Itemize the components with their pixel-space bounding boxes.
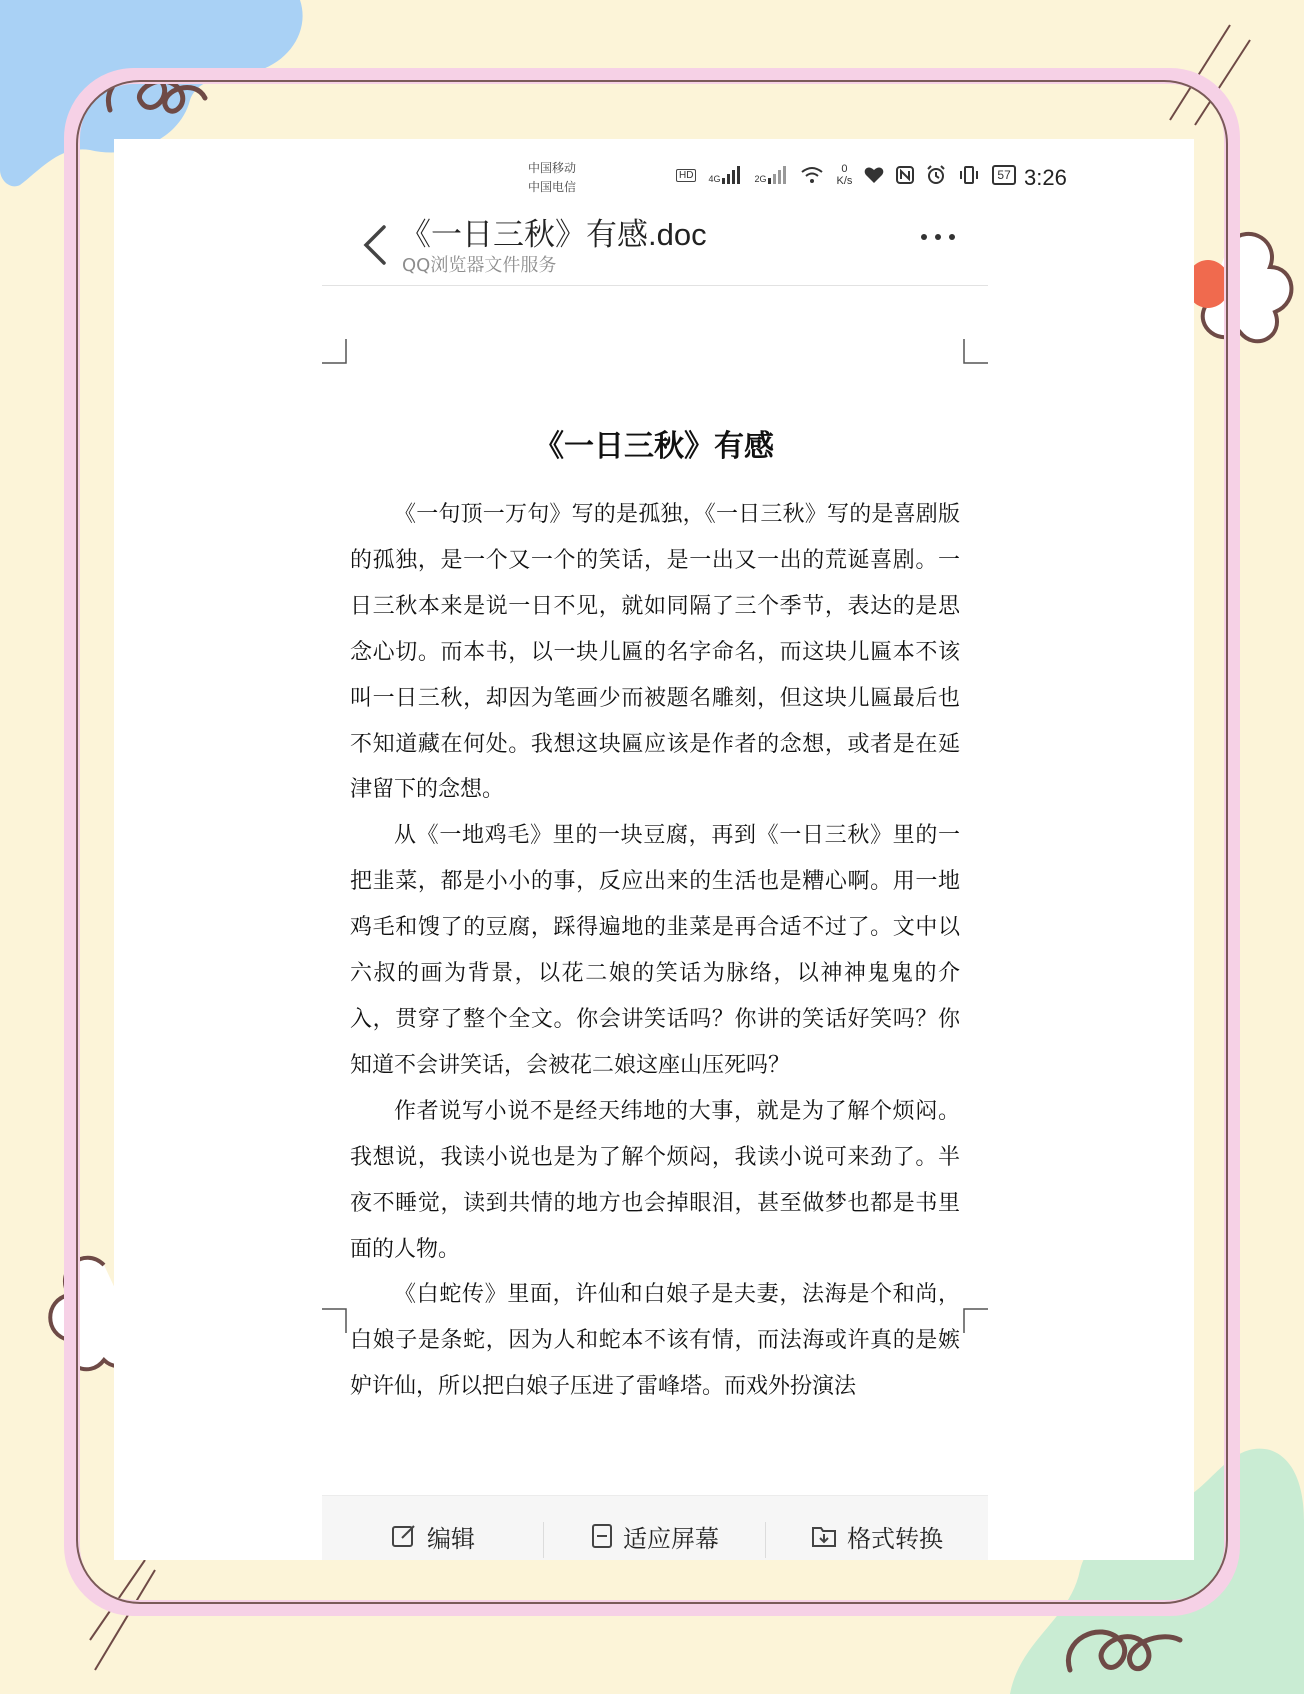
crop-mark-bottom-right (962, 1307, 988, 1333)
carrier-labels (528, 159, 576, 197)
battery-level: 57 (997, 168, 1011, 182)
format-convert-button[interactable] (766, 1496, 988, 1560)
edit-icon (391, 1523, 417, 1549)
status-bar (528, 159, 1088, 203)
phone-screen (114, 139, 1194, 1560)
speed-value: 0 (841, 163, 848, 175)
network-speed (836, 163, 852, 187)
vibrate-icon (958, 166, 980, 184)
file-subtitle: QQ浏览器文件服务 (402, 255, 557, 276)
paragraph: 《白蛇传》里面，许仙和白娘子是夫妻，法海是个和尚，白娘子是条蛇，因为人和蛇本不该有情，而法海或许真的是嫉妒许仙，所以把白娘子压进了雷峰塔。而戏外扮演法 (350, 1282, 960, 1400)
fit-screen-label: 适应屏幕 (623, 1524, 719, 1553)
paragraph: 《一句顶一万句》写的是孤独，《一日三秋》写的是喜剧版的孤独，是一个又一个的笑话，是一出又一出的荒诞喜剧。一日三秋本来是说一日不见，就如同隔了三个季节，表达的是思念心切。而本书，以一块儿匾的名字命名，而这块儿匾本不该叫一日三秋，却因为笔画少而被题名雕刻，但这块儿匾最后也不知道藏在何处。我想这块匾应该是作者的念想，或者是在延津留下的念想。 (350, 502, 960, 803)
battery-icon (992, 165, 1015, 185)
crop-mark-bottom-left (322, 1307, 348, 1333)
edit-label: 编辑 (427, 1524, 475, 1553)
crop-mark-top-left (322, 339, 348, 365)
app-header (322, 207, 988, 286)
format-convert-icon (811, 1524, 837, 1548)
more-icon[interactable] (918, 227, 958, 247)
speed-unit: K/s (836, 175, 853, 187)
document-title: 《一日三秋》有感 (534, 429, 774, 464)
crop-mark-top-right (962, 339, 988, 365)
alarm-icon (926, 165, 946, 185)
fit-screen-icon (591, 1523, 613, 1549)
signal-icon (708, 166, 742, 184)
fit-screen-button[interactable] (544, 1496, 766, 1560)
document-body (350, 492, 960, 1410)
back-arrow-icon[interactable] (358, 223, 394, 267)
wifi-icon (800, 166, 824, 184)
carrier-1: 中国移动 (528, 161, 577, 175)
paragraph: 作者说写小说不是经天纬地的大事，就是为了解个烦闷。我想说，我读小说也是为了解个烦闷，我读小说可来劲了。半夜不睡觉，读到共情的地方也会掉眼泪，甚至做梦也都是书里面的人物。 (350, 1098, 960, 1262)
signal-icon (754, 166, 788, 184)
edit-button[interactable] (322, 1496, 544, 1560)
paragraph: 从《一地鸡毛》里的一块豆腐，再到《一日三秋》里的一把韭菜，都是小小的事，反应出来的生活也是糟心啊。用一地鸡毛和馊了的豆腐，踩得遍地的韭菜是再合适不过了。文中以六叔的画为背景，以花二娘的笑话为脉络，以神神鬼鬼的介入，贯穿了整个全文。你会讲笑话吗？你讲的笑话好笑吗？你知道不会讲笑话，会被花二娘这座山压死吗？ (350, 823, 960, 1078)
status-icons (676, 163, 1016, 187)
network-2-label: 2G (754, 174, 767, 184)
clock: 3:26 (1024, 165, 1067, 190)
network-1-label: 4G (708, 174, 721, 184)
heart-icon (864, 166, 884, 184)
nfc-icon (896, 166, 914, 184)
hd-badge: HD (676, 169, 696, 182)
file-title: 《一日三秋》有感.doc (400, 217, 707, 252)
format-convert-label: 格式转换 (847, 1524, 943, 1553)
bottom-toolbar (322, 1495, 988, 1560)
carrier-2: 中国电信 (528, 180, 577, 194)
